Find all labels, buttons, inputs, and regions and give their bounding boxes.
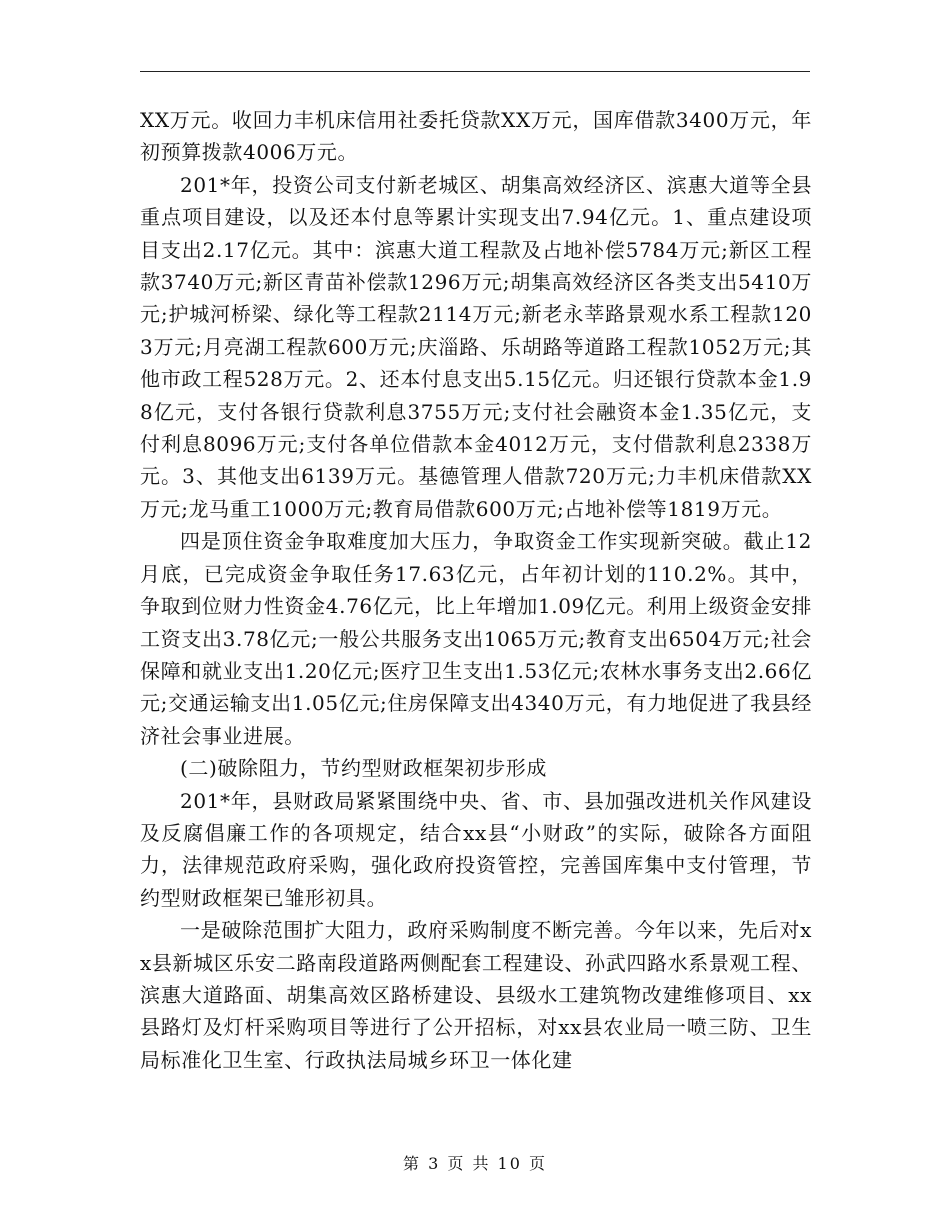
section-heading: (二)破除阻力，节约型财政框架初步形成 xyxy=(180,756,548,781)
paragraph-3: 四是顶住资金争取难度加大压力，争取资金工作实现新突破。截止12月底，已完成资金争取任务17.63亿元，占年初计划的110.2%。其中，争取到位财力性资金4.76亿元，比上年增加1.09亿元。利用上级资金安排工资支出3.78亿元;一般公共服务支出1065万元;教育支出6504万元;社会保障和就业支出1.20亿元;医疗卫生支出1.53亿元;农林水事务支出2.66亿元;交通运输支出1.05亿元;住房保障支出4340万元，有力地促进了我县经济社会事业进展。 xyxy=(140,529,812,748)
paragraph-6: 一是破除范围扩大阻力，政府采购制度不断完善。今年以来，先后对xx县新城区乐安二路南段道路两侧配套工程建设、孙武四路水系景观工程、滨惠大道路面、胡集高效区路桥建设、县级水工建筑物改建维修项目、xx县路灯及灯杆采购项目等进行了公开招标，对xx县农业局一喷三防、卫生局标准化卫生室、行政执法局城乡环卫一体化建 xyxy=(140,918,812,1072)
paragraph-1: XX万元。收回力丰机床信用社委托贷款XX万元，国库借款3400万元，年初预算拨款4006万元。 xyxy=(140,108,812,165)
page-number: 第 3 页 共 10 页 xyxy=(403,1154,547,1173)
paragraph-5: 201*年，县财政局紧紧围绕中央、省、市、县加强改进机关作风建设及反腐倡廉工作的各项规定，结合xx县“小财政”的实际，破除各方面阻力，法律规范政府采购，强化政府投资管控，完善国库集中支付管理，节约型财政框架已雏形初具。 xyxy=(140,788,812,910)
body-text xyxy=(140,104,812,1076)
header-rule xyxy=(140,71,810,72)
paragraph-2: 201*年，投资公司支付新老城区、胡集高效经济区、滨惠大道等全县重点项目建设，以及还本付息等累计实现支出7.94亿元。1、重点建设项目支出2.17亿元。其中：滨惠大道工程款及占地补偿5784万元;新区工程款3740万元;新区青苗补偿款1296万元;胡集高效经济区各类支出5410万元;护城河桥梁、绿化等工程款2114万元;新老永莘路景观水系工程款1203万元;月亮湖工程款600万元;庆淄路、乐胡路等道路工程款1052万元;其他市政工程528万元。2、还本付息支出5.15亿元。归还银行贷款本金1.98亿元，支付各银行贷款利息3755万元;支付社会融资本金1.35亿元，支付利息8096万元;支付各单位借款本金4012万元，支付借款利息2338万元。3、其他支出6139万元。基德管理人借款720万元;力丰机床借款XX万元;龙马重工1000万元;教育局借款600万元;占地补偿等1819万元。 xyxy=(140,172,812,521)
